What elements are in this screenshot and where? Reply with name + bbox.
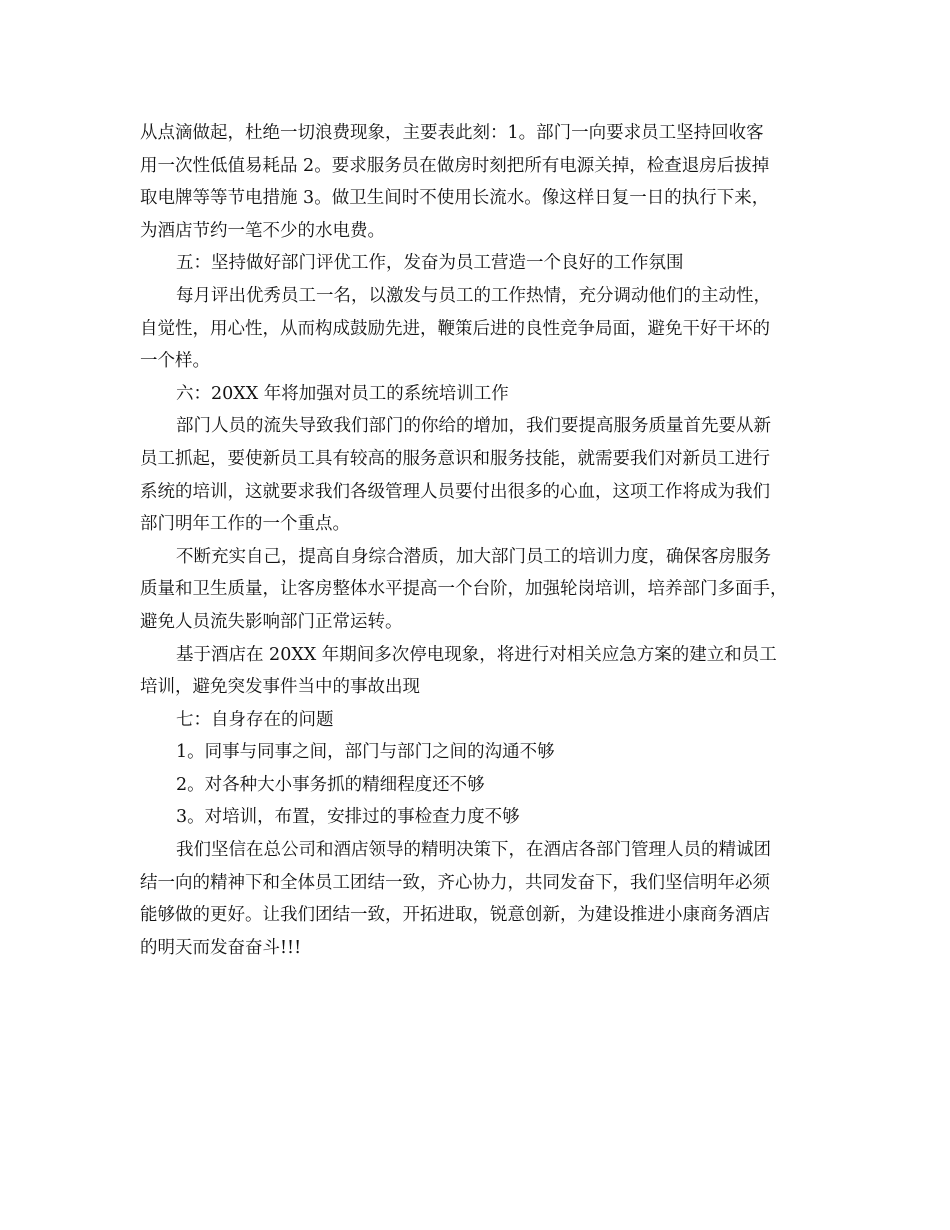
text-line: 基于酒店在 20XX 年期间多次停电现象，将进行对相关应急方案的建立和员工: [176, 644, 777, 665]
text-line: 自觉性，用心性，从而构成鼓励先进，鞭策后进的良性竞争局面，避免干好干坏的: [140, 318, 770, 339]
text-line: 3。对培训，布置，安排过的事检查力度不够: [176, 807, 520, 828]
text-line: 能够做的更好。让我们团结一致，开拓进取，锐意创新，为建设推进小康商务酒店: [140, 905, 770, 926]
text-line: 的明天而发奋奋斗!!!: [140, 937, 302, 958]
text-line: 培训，避免突发事件当中的事故出现: [140, 677, 420, 698]
text-line: 结一向的精神下和全体员工团结一致，齐心协力，共同发奋下，我们坚信明年必须: [140, 872, 770, 893]
text-line: 部门人员的流失导致我们部门的你给的增加，我们要提高服务质量首先要从新: [176, 416, 771, 437]
text-line: 避免人员流失影响部门正常运转。: [140, 611, 403, 632]
text-line: 我们坚信在总公司和酒店领导的精明决策下，在酒店各部门管理人员的精诚团: [176, 840, 771, 861]
text-line: 从点滴做起，杜绝一切浪费现象，主要表此刻：1。部门一向要求员工坚持回收客: [140, 123, 764, 143]
text-line: 1。同事与同事之间，部门与部门之间的沟通不够: [176, 742, 555, 763]
text-line: 2。对各种大小事务抓的精细程度还不够: [176, 774, 485, 795]
text-line: 七：自身存在的问题: [176, 709, 334, 730]
text-line: 一个样。: [140, 351, 210, 372]
text-line: 质量和卫生质量，让客房整体水平提高一个台阶，加强轮岗培训，培养部门多面手，: [140, 579, 788, 600]
text-line: 六：20XX 年将加强对员工的系统培训工作: [176, 383, 509, 404]
text-line: 取电牌等等节电措施 3。做卫生间时不使用长流水。像这样日复一日的执行下来，: [140, 188, 770, 209]
text-line: 不断充实自己，提高自身综合潜质，加大部门员工的培训力度，确保客房服务: [176, 546, 771, 567]
document-body: [140, 117, 820, 964]
text-line: 每月评出优秀员工一名，以激发与员工的工作热情，充分调动他们的主动性，: [176, 285, 771, 306]
text-line: 五：坚持做好部门评优工作，发奋为员工营造一个良好的工作氛围: [176, 253, 684, 274]
text-line: 系统的培训，这就要求我们各级管理人员要付出很多的心血，这项工作将成为我们: [140, 481, 770, 502]
text-line: 为酒店节约一笔不少的水电费。: [140, 220, 385, 241]
text-line: 部门明年工作的一个重点。: [140, 514, 350, 535]
text-line: 用一次性低值易耗品 2。要求服务员在做房时刻把所有电源关掉，检查退房后拔掉: [140, 155, 770, 176]
text-line: 员工抓起，要使新员工具有较高的服务意识和服务技能，就需要我们对新员工进行: [140, 448, 770, 469]
